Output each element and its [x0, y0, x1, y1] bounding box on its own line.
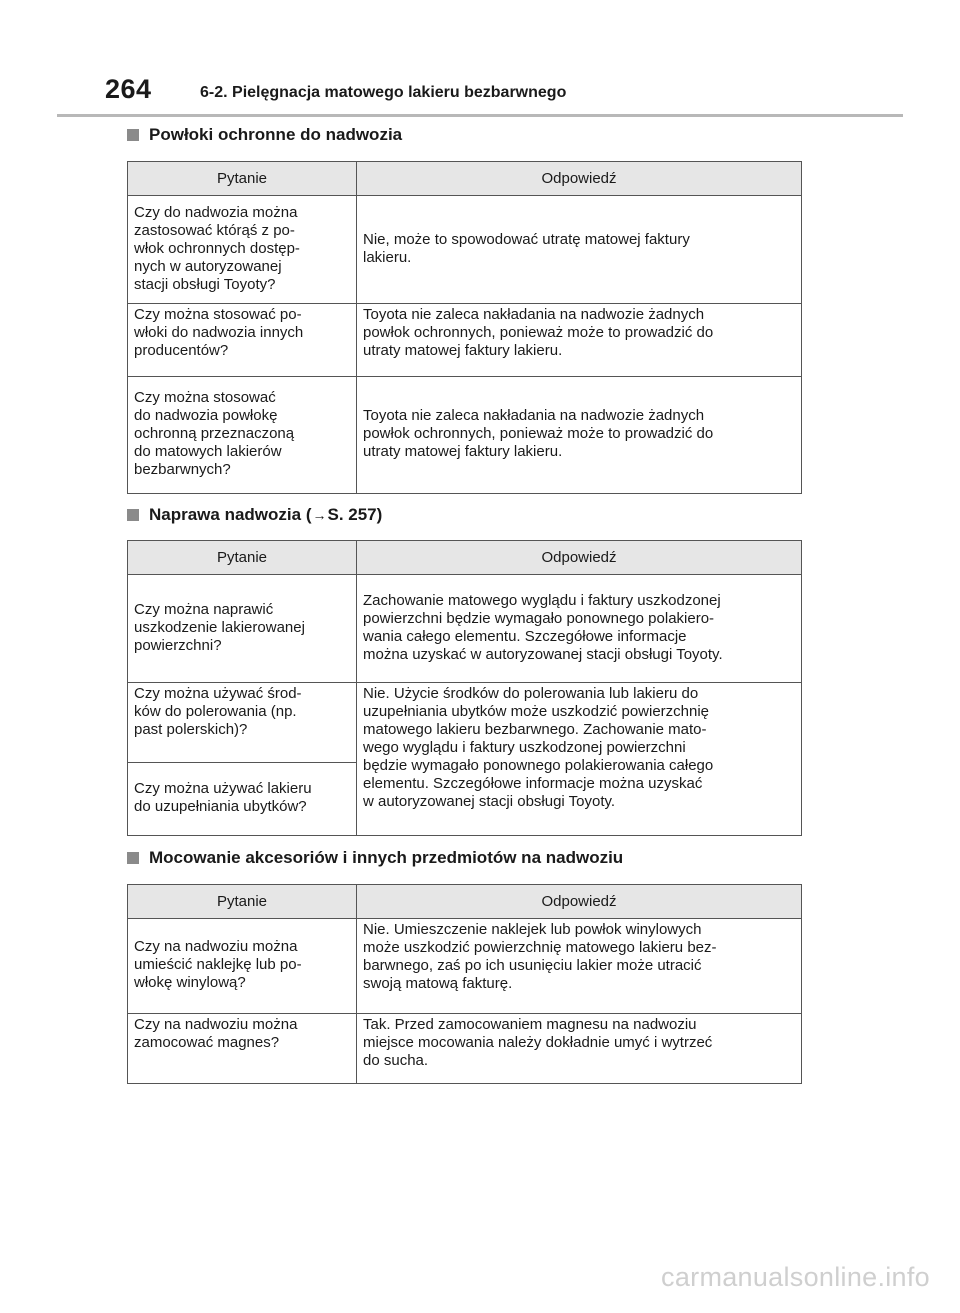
- chapter-title: 6-2. Pielęgnacja matowego lakieru bezbarwnego: [200, 84, 567, 101]
- section-heading-text: Naprawa nadwozia (: [149, 505, 312, 524]
- column-header-question: Pytanie: [128, 541, 357, 575]
- section-heading-protective-coatings: [127, 125, 402, 145]
- table-row: [128, 1014, 802, 1084]
- table-row: [128, 683, 802, 763]
- question-cell: Czy na nadwoziu można umieścić naklejkę lub po- włokę winylową?: [128, 919, 357, 1014]
- column-header-question: Pytanie: [128, 162, 357, 196]
- section-heading-accessories: [127, 848, 623, 868]
- page-number: 264: [105, 74, 152, 104]
- square-bullet-icon: [127, 852, 139, 864]
- table-row: [128, 575, 802, 683]
- answer-cell: Nie. Użycie środków do polerowania lub lakieru do uzupełniania ubytków może uszkodzić powierzchnię matowego lakieru bezbarwnego. Zachowanie mato- wego wyglądu i faktury uszkodzonej powierzchni będzie wymagało ponownego polakierowania całego elementu. Szczegółowe informacje można uzyskać w autoryzowanej stacji obsługi Toyoty.: [357, 683, 802, 836]
- column-header-answer: Odpowiedź: [357, 541, 802, 575]
- square-bullet-icon: [127, 509, 139, 521]
- table-row: [128, 377, 802, 494]
- table-row: [128, 304, 802, 377]
- qa-table-accessories: [127, 884, 802, 1084]
- column-header-answer: Odpowiedź: [357, 885, 802, 919]
- qa-table-body-repair: [127, 540, 802, 836]
- answer-cell: Nie, może to spowodować utratę matowej faktury lakieru.: [357, 196, 802, 304]
- square-bullet-icon: [127, 129, 139, 141]
- arrow-right-icon: →: [312, 507, 327, 523]
- question-cell: Czy można stosować do nadwozia powłokę ochronną przeznaczoną do matowych lakierów bezbarwnych?: [128, 377, 357, 494]
- question-cell: Czy na nadwoziu można zamocować magnes?: [128, 1014, 357, 1084]
- table-header-row: [128, 541, 802, 575]
- answer-cell: Zachowanie matowego wyglądu i faktury uszkodzonej powierzchni będzie wymagało ponownego polakiero- wania całego elementu. Szczegółowe informacje można uzyskać w autoryzowanej stacji obsługi Toyoty.: [357, 575, 802, 683]
- answer-cell: Tak. Przed zamocowaniem magnesu na nadwoziu miejsce mocowania należy dokładnie umyć i wytrzeć do sucha.: [357, 1014, 802, 1084]
- qa-table-protective-coatings: [127, 161, 802, 494]
- page-reference-link[interactable]: S. 257): [327, 505, 383, 524]
- question-cell: Czy można używać środ- ków do polerowania (np. past polerskich)?: [128, 683, 357, 763]
- column-header-answer: Odpowiedź: [357, 162, 802, 196]
- table-row: [128, 196, 802, 304]
- table-header-row: [128, 162, 802, 196]
- question-cell: Czy do nadwozia można zastosować którąś z po- włok ochronnych dostęp- nych w autoryzowanej stacji obsługi Toyoty?: [128, 196, 357, 304]
- section-heading-body-repair: [127, 505, 382, 525]
- page-header: [0, 0, 960, 118]
- answer-cell: Nie. Umieszczenie naklejek lub powłok winylowych może uszkodzić powierzchnię matowego lakieru bez- barwnego, zaś po ich usunięciu lakier może utracić swoją matową fakturę.: [357, 919, 802, 1014]
- question-cell: Czy można używać lakieru do uzupełniania ubytków?: [128, 763, 357, 836]
- section-heading-text: Powłoki ochronne do nadwozia: [149, 125, 403, 144]
- question-cell: Czy można stosować po- włoki do nadwozia innych producentów?: [128, 304, 357, 377]
- table-row: [128, 919, 802, 1014]
- question-cell: Czy można naprawić uszkodzenie lakierowanej powierzchni?: [128, 575, 357, 683]
- section-heading-text: Mocowanie akcesoriów i innych przedmiotów na nadwoziu: [149, 848, 624, 867]
- table-header-row: [128, 885, 802, 919]
- answer-cell: Toyota nie zaleca nakładania na nadwozie żadnych powłok ochronnych, ponieważ może to prowadzić do utraty matowej faktury lakieru.: [357, 304, 802, 377]
- column-header-question: Pytanie: [128, 885, 357, 919]
- answer-cell: Toyota nie zaleca nakładania na nadwozie żadnych powłok ochronnych, ponieważ może to prowadzić do utraty matowej faktury lakieru.: [357, 377, 802, 494]
- watermark: carmanualsonline.info: [661, 1262, 930, 1292]
- header-divider: [57, 114, 903, 117]
